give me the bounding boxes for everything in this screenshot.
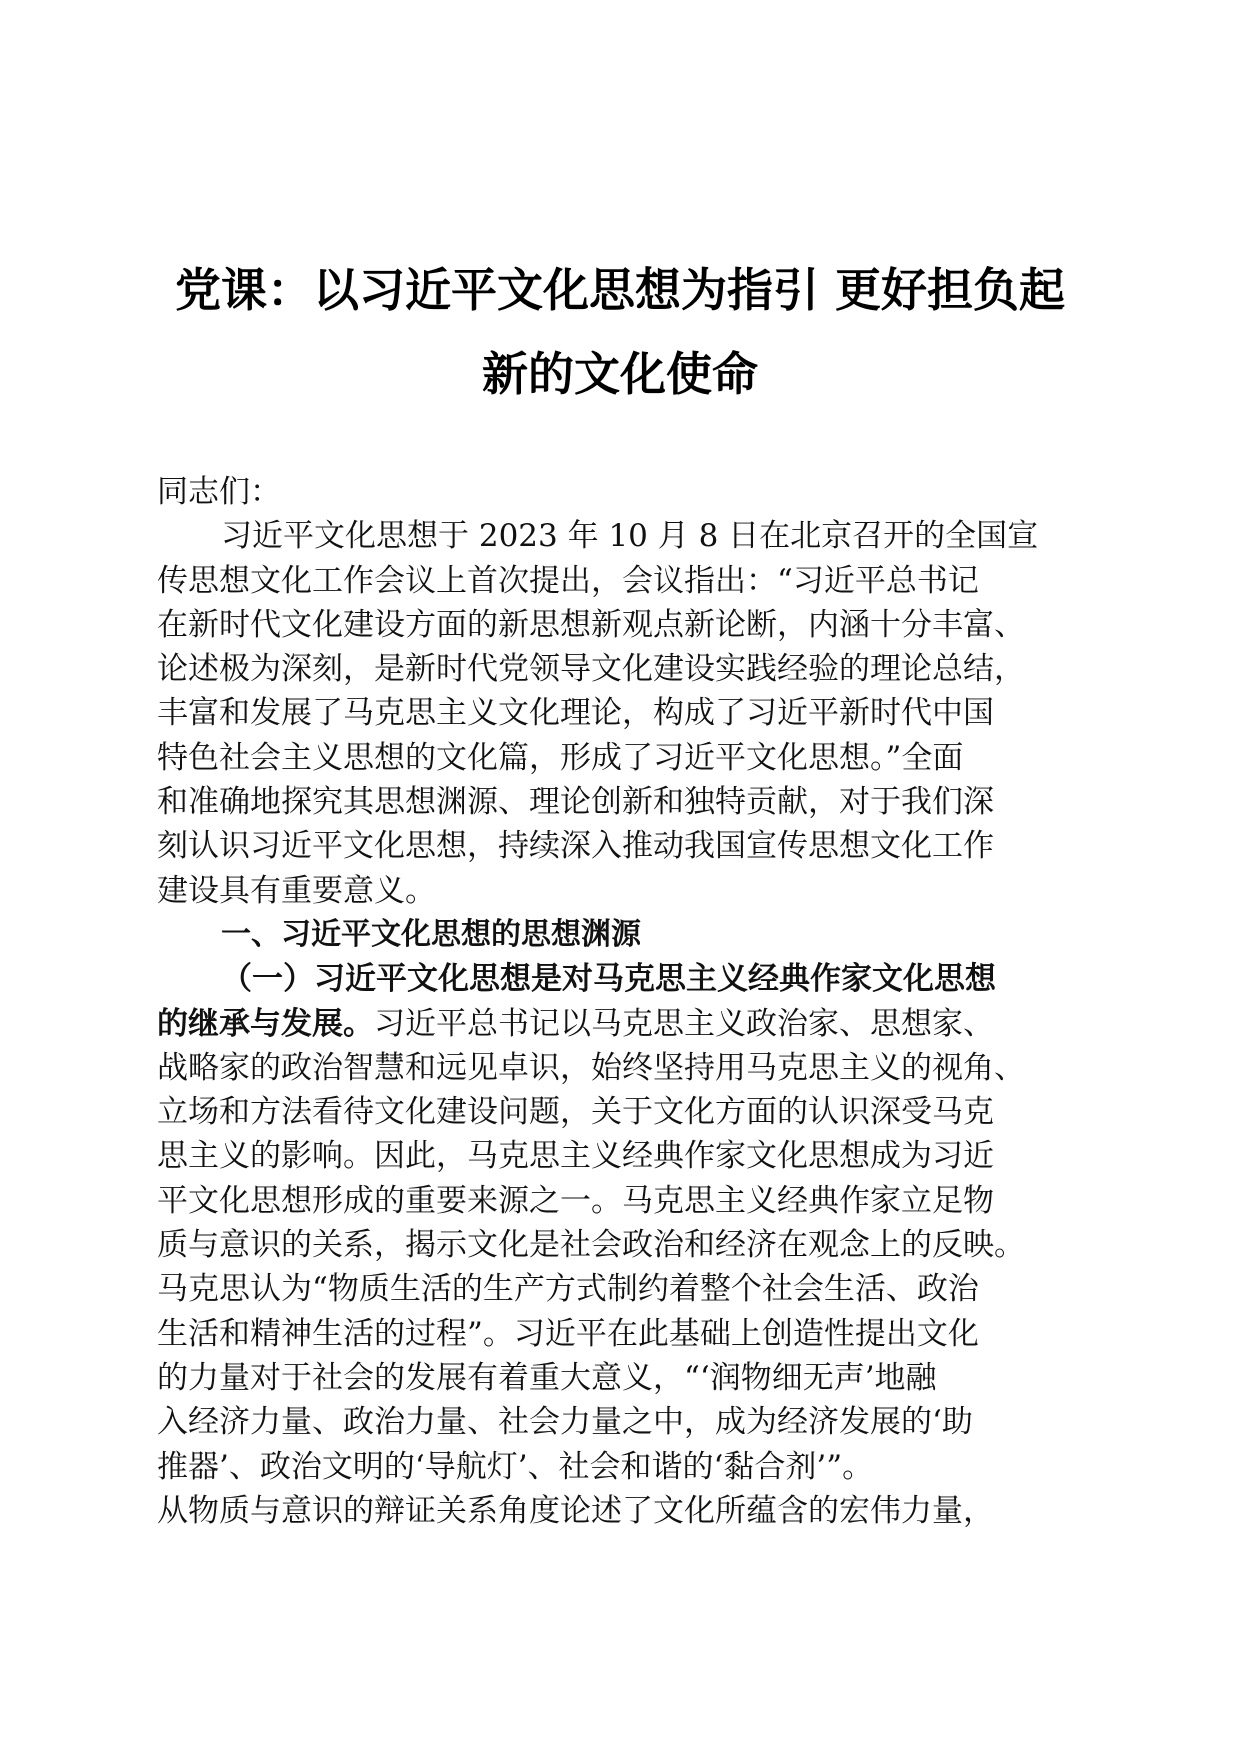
intro-line-6: 特色社会主义思想的文化篇，形成了习近平文化思想。”全面 <box>157 739 964 776</box>
subsection-line-10: 的力量对于社会的发展有着重大意义，“‘润物细无声’地融 <box>157 1359 937 1396</box>
intro-line-1: 习近平文化思想于 2023 年 10 月 8 日在北京召开的全国宣 <box>221 518 1039 555</box>
salutation: 同志们： <box>157 474 281 510</box>
subsection-line-11: 入经济力量、政治力量、社会力量之中，成为经济发展的‘助 <box>157 1404 973 1441</box>
subsection-line-4: 立场和方法看待文化建设问题，关于文化方面的认识深受马克 <box>157 1094 994 1131</box>
subsection-line-9: 生活和精神生活的过程”。习近平在此基础上创造性提出文化 <box>157 1315 979 1352</box>
subsection-heading-line-1: （一）习近平文化思想是对马克思主义经典作家文化思想 <box>221 961 996 998</box>
subsection-line-12: 推器’、政治文明的‘导航灯’、社会和谐的‘黏合剂’”。 <box>157 1448 874 1485</box>
intro-line-2: 传思想文化工作会议上首次提出，会议指出：“习近平总书记 <box>157 562 979 599</box>
intro-line-9: 建设具有重要意义。 <box>157 872 436 909</box>
document-body <box>157 470 1077 1533</box>
subsection-heading-end: 的继承与发展。 <box>157 1005 374 1042</box>
intro-line-7: 和准确地探究其思想渊源、理论创新和独特贡献，对于我们深 <box>157 784 994 821</box>
document-title-line-2: 新的文化使命 <box>482 347 758 401</box>
subsection-line-5: 思主义的影响。因此，马克思主义经典作家文化思想成为习近 <box>157 1138 994 1175</box>
subsection-line-3: 战略家的政治智慧和远见卓识，始终坚持用马克思主义的视角、 <box>157 1049 1025 1086</box>
subsection-line-7: 质与意识的关系，揭示文化是社会政治和经济在观念上的反映。 <box>157 1227 1025 1264</box>
subsection-line-13: 从物质与意识的辩证关系角度论述了文化所蕴含的宏伟力量， <box>157 1492 994 1529</box>
subsection-line-2-text: 习近平总书记以马克思主义政治家、思想家、 <box>374 1005 994 1042</box>
intro-line-8: 刻认识习近平文化思想，持续深入推动我国宣传思想文化工作 <box>157 828 994 865</box>
intro-line-5: 丰富和发展了马克思主义文化理论，构成了习近平新时代中国 <box>157 695 994 732</box>
subsection-line-8: 马克思认为“物质生活的生产方式制约着整个社会生活、政治 <box>157 1271 979 1308</box>
section-heading-1: 一、习近平文化思想的思想渊源 <box>221 916 641 952</box>
intro-line-4: 论述极为深刻，是新时代党领导文化建设实践经验的理论总结， <box>157 651 1025 688</box>
intro-line-3: 在新时代文化建设方面的新思想新观点新论断，内涵十分丰富、 <box>157 606 1025 643</box>
document-title-line-1: 党课：以习近平文化思想为指引 更好担负起 <box>174 263 1065 317</box>
subsection-line-6: 平文化思想形成的重要来源之一。马克思主义经典作家立足物 <box>157 1182 994 1219</box>
subsection-line-2 <box>157 1002 1077 1046</box>
